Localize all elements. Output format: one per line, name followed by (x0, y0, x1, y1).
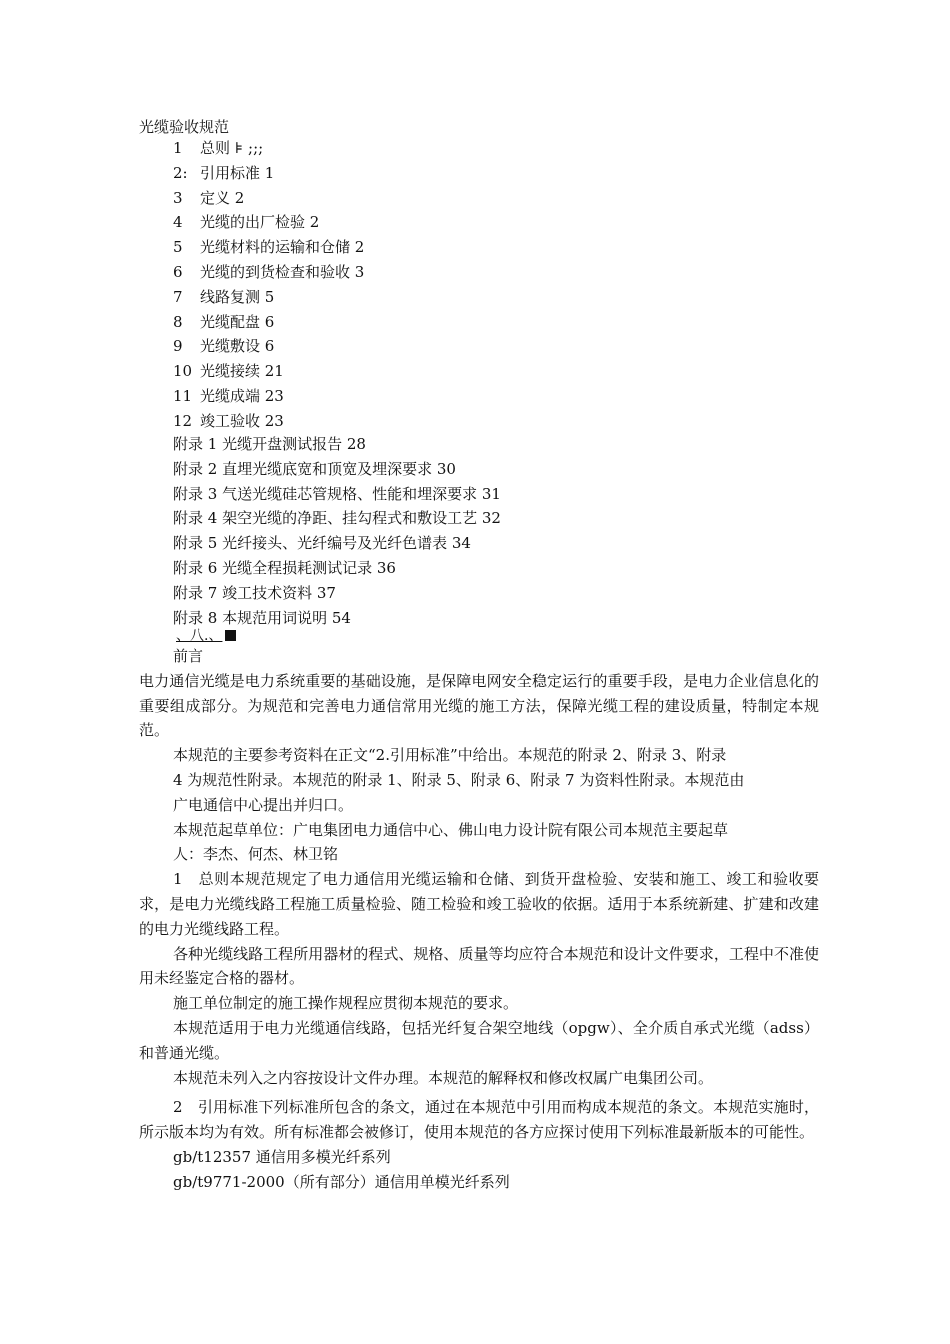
standard-reference: gb/t12357 通信用多模光纤系列 (173, 1147, 391, 1166)
toc-item-number: 12 (173, 411, 193, 430)
toc-item-text: 光缆接续 21 (200, 362, 284, 381)
toc-item-text: 总则 ⊧ ;;; (200, 139, 264, 157)
appendix-item: 附录 4 架空光缆的净距、挂勾程式和敷设工艺 32 (173, 509, 501, 528)
toc-item (173, 260, 364, 285)
toc-item-text: 光缆配盘 6 (200, 312, 275, 331)
toc-item-number: 4 (173, 213, 183, 232)
toc-item (173, 409, 364, 434)
standard-reference: gb/t9771-2000（所有部分）通信用单模光纤系列 (173, 1172, 510, 1191)
appendix-item: 附录 6 光缆全程损耗测试记录 36 (173, 558, 396, 577)
table-of-contents (173, 136, 364, 434)
toc-item-text: 光缆的到货检查和验收 3 (200, 262, 365, 281)
section-1-paragraph: 本规范未列入之内容按设计文件办理。本规范的解释权和修改权属广电集团公司。 (173, 1068, 714, 1087)
toc-item (173, 359, 364, 384)
toc-item (173, 384, 364, 409)
preface-paragraph-line: 人：李杰、何杰、林卫铭 (173, 845, 339, 864)
appendix-item: 附录 1 光缆开盘测试报告 28 (173, 435, 366, 453)
appendix-item: 附录 5 光纤接头、光纤编号及光纤色谱表 34 (173, 534, 471, 553)
toc-item-text: 定义 2 (200, 188, 245, 207)
ocr-artifact (176, 627, 236, 645)
toc-item-text: 光缆成端 23 (200, 386, 284, 405)
toc-item-number: 11 (173, 386, 193, 405)
section-1-paragraph: 各种光缆线路工程所用器材的程式、规格、质量等均应符合本规范和设计文件要求，工程中不准使用未经鉴定合格的器材。 (139, 944, 819, 988)
body-text (139, 644, 819, 1195)
appendix-item: 附录 8 本规范用词说明 54 (173, 608, 351, 627)
appendix-list (173, 432, 501, 630)
preface-paragraph: 电力通信光缆是电力系统重要的基础设施，是保障电网安全稳定运行的重要手段，是电力企业信息化的重要组成部分。为规范和完善电力通信常用光缆的施工方法，保障光缆工程的建设质量，特制定本规范。 (139, 671, 819, 740)
appendix-item: 附录 2 直埋光缆底宽和顶宽及埋深要求 30 (173, 459, 456, 478)
appendix-item: 附录 7 竣工技术资料 37 (173, 583, 336, 602)
toc-item-number: 9 (173, 337, 183, 356)
appendix-item: 附录 3 气送光缆硅芯管规格、性能和埋深要求 31 (173, 484, 501, 503)
toc-item (173, 235, 364, 260)
toc-item-text: 线路复测 5 (200, 287, 275, 306)
preface-paragraph-line: 4 为规范性附录。本规范的附录 1、附录 5、附录 6、附录 7 为资料性附录。本规范由 (173, 770, 745, 789)
toc-item (173, 310, 364, 335)
toc-item-number: 2: (173, 163, 188, 182)
toc-item-text: 竣工验收 23 (200, 411, 284, 430)
toc-item (173, 334, 364, 359)
preface-heading: 前言 (173, 647, 204, 665)
square-icon (225, 630, 236, 641)
toc-item-number: 5 (173, 238, 183, 257)
toc-item (173, 210, 364, 235)
toc-item-text: 光缆敷设 6 (200, 337, 275, 356)
toc-item-text: 光缆材料的运输和仓储 2 (200, 238, 365, 257)
section-2-paragraph: 2 引用标准下列标准所包含的条文，通过在本规范中引用而构成本规范的条文。本规范实施时，所示版本均为有效。所有标准都会被修订，使用本规范的各方应探讨使用下列标准最新版本的可能性。 (139, 1098, 819, 1142)
preface-paragraph-line: 广电通信中心提出并归口。 (173, 795, 354, 814)
preface-paragraph-line: 本规范起草单位：广电集团电力通信中心、佛山电力设计院有限公司本规范主要起草 (173, 820, 729, 839)
toc-item-number: 1 (173, 139, 183, 157)
toc-item (173, 285, 364, 310)
toc-item-number: 7 (173, 287, 183, 306)
toc-item-text: 引用标准 1 (200, 163, 275, 182)
toc-item-number: 3 (173, 188, 183, 207)
toc-item-number: 10 (173, 362, 193, 381)
document-title: 光缆验收规范 (139, 118, 230, 136)
section-1-paragraph: 施工单位制定的施工操作规程应贯彻本规范的要求。 (173, 994, 519, 1013)
toc-item (173, 136, 364, 161)
toc-item (173, 186, 364, 211)
section-1-paragraph: 1 总则本规范规定了电力通信用光缆运输和仓储、到货开盘检验、安装和施工、竣工和验收要求，是电力光缆线路工程施工质量检验、随工检验和竣工验收的依据。适用于本系统新建、扩建和改建的电力光缆线路工程。 (139, 870, 819, 938)
toc-item-number: 6 (173, 262, 183, 281)
toc-item-number: 8 (173, 312, 183, 331)
section-1-paragraph: 本规范适用于电力光缆通信线路，包括光纤复合架空地线（opgw）、全介质自承式光缆（adss）和普通光缆。 (139, 1018, 819, 1062)
toc-item-text: 光缆的出厂检验 2 (200, 213, 320, 232)
ocr-artifact-text: 、八.、 (176, 628, 223, 644)
preface-paragraph-line: 本规范的主要参考资料在正文“2.引用标准”中给出。本规范的附录 2、附录 3、附录 (173, 746, 727, 765)
toc-item (173, 161, 364, 186)
